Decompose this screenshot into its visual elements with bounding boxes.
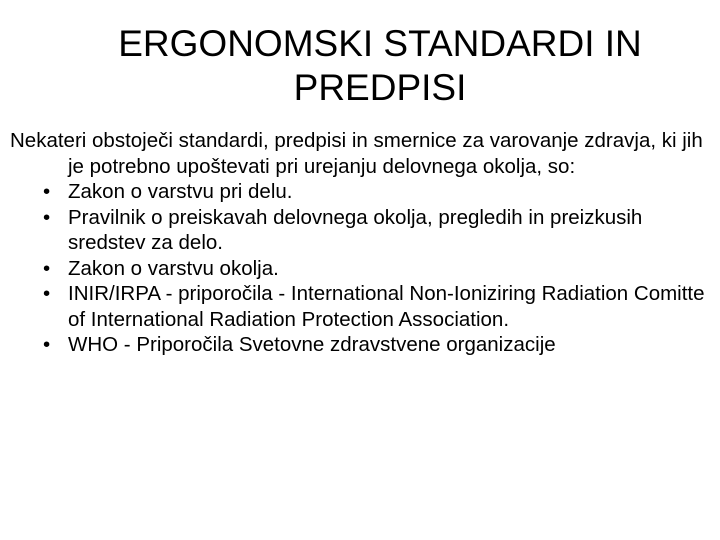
- bullet-list: [10, 179, 710, 358]
- bullet-text: WHO - Priporočila Svetovne zdravstvene organizacije: [68, 333, 556, 356]
- bullet-icon: •: [43, 282, 51, 305]
- bullet-icon: •: [43, 205, 51, 229]
- bullet-text: Zakon o varstvu okolja.: [68, 256, 279, 280]
- bullet-text: Zakon o varstvu pri delu.: [68, 180, 293, 203]
- slide-title: [40, 22, 720, 110]
- bullet-item-2: [10, 205, 710, 256]
- bullet-item-3: [10, 256, 710, 282]
- slide-title-line-1: ERGONOMSKI STANDARDI IN: [118, 23, 642, 64]
- slide-title-line-2: PREDPISI: [293, 67, 467, 108]
- bullet-icon: •: [43, 333, 51, 356]
- bullet-icon: •: [43, 256, 51, 280]
- bullet-text: Pravilnik o preiskavah delovnega okolja, pregledih in preizkusih sredstev za delo.: [68, 205, 643, 254]
- bullet-item-4: [10, 281, 710, 332]
- slide-body: [10, 128, 710, 358]
- bullet-icon: •: [43, 180, 51, 203]
- bullet-item-5: [10, 332, 710, 358]
- bullet-item-1: [10, 179, 710, 205]
- intro-paragraph: Nekateri obstoječi standardi, predpisi in smernice za varovanje zdravja, ki jih je potrebno upoštevati pri urejanju delovnega okolja, so:: [10, 129, 703, 178]
- bullet-text: INIR/IRPA - priporočila - International Non-Ioniziring Radiation Comitte of International Radiation Protection Association.: [68, 282, 705, 331]
